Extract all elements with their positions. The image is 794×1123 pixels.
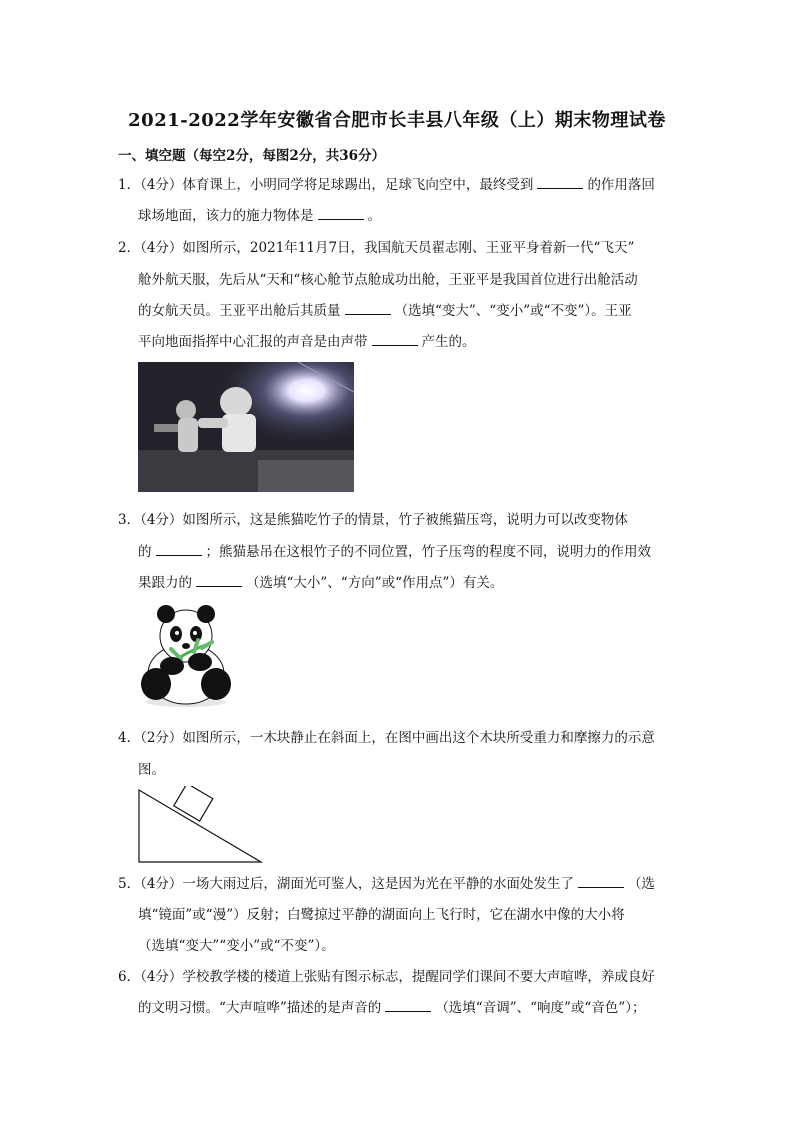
exam-title: 2021-2022学年安徽省合肥市长丰县八年级（上）期末物理试卷	[128, 110, 666, 131]
q3-line2	[138, 542, 651, 562]
q4-line2: 图。	[138, 762, 165, 778]
q3-blank1[interactable]	[156, 543, 202, 556]
q3-text-d: （选填“大小”、“方向”或“作用点”）有关。	[246, 575, 504, 591]
q2-line4	[138, 332, 476, 352]
q3-text-c: 果跟力的	[138, 575, 192, 591]
q5-text-a: 5．（4分）一场大雨过后，湖面光可鉴人，这是因为光在平静的水面处发生了	[118, 876, 574, 892]
q6-blank1[interactable]	[385, 999, 431, 1012]
q6-text-a: 的文明习惯。“大声喧哗”描述的是声音的	[138, 1000, 382, 1016]
q2-text-d: 产生的。	[421, 334, 476, 350]
q3-text-a: 的	[138, 544, 152, 560]
q1-line1	[118, 175, 655, 195]
q1-line2	[138, 206, 381, 226]
q6-text-b: （选填“音调”、“响度”或“音色”）；	[435, 1000, 646, 1016]
q6-line2	[138, 998, 645, 1018]
incline-diagram	[137, 786, 265, 866]
q2-blank2[interactable]	[372, 333, 418, 346]
q2-blank1[interactable]	[345, 302, 391, 315]
q3-blank2[interactable]	[196, 574, 242, 587]
q5-text-b: （选	[627, 876, 655, 892]
q3-line1: 3．（4分）如图所示，这是熊猫吃竹子的情景，竹子被熊猫压弯，说明力可以改变物体	[118, 512, 628, 528]
q1-text-d: 。	[367, 208, 381, 224]
q1-text-c: 球场地面，该力的施力物体是	[138, 208, 314, 224]
q2-text-b: （选填“变大”、“变小”或“不变”）。王亚	[394, 303, 632, 319]
q1-blank1[interactable]	[537, 176, 583, 189]
q3-line3	[138, 573, 503, 593]
q2-line3	[138, 301, 632, 321]
q2-text-c: 平向地面指挥中心汇报的声音是由声带	[138, 334, 368, 350]
q5-blank1[interactable]	[578, 875, 624, 888]
q1-blank2[interactable]	[318, 207, 364, 220]
astronaut-photo	[138, 362, 354, 492]
section-heading: 一、填空题（每空2分，每图2分，共36分）	[118, 148, 386, 164]
q5-line2: 填“镜面”或“漫”）反射；白鹭掠过平静的湖面向上飞行时，它在湖水中像的大小将	[138, 907, 625, 923]
q2-line1: 2．（4分）如图所示，2021年11月7日，我国航天员翟志刚、王亚平身着新一代“飞天”	[118, 240, 635, 256]
q5-line1	[118, 874, 655, 894]
wood-block	[174, 786, 213, 821]
panda-illustration	[136, 604, 236, 708]
q4-line1: 4．（2分）如图所示，一木块静止在斜面上，在图中画出这个木块所受重力和摩擦力的示意	[118, 730, 655, 746]
q1-text-b: 的作用落回	[587, 177, 655, 193]
q6-line1: 6．（4分）学校教学楼的楼道上张贴有图示标志，提醒同学们课间不要大声喧哗，养成良好	[118, 969, 655, 985]
q2-line2: 舱外航天服，先后从“天和“核心舱节点舱成功出舱，王亚平是我国首位进行出舱活动	[138, 272, 638, 288]
q3-text-b: ；熊猫悬吊在这根竹子的不同位置，竹子压弯的程度不同，说明力的作用效	[205, 544, 651, 560]
q2-text-a: 的女航天员。王亚平出舱后其质量	[138, 303, 341, 319]
q1-text-a: 1．（4分）体育课上，小明同学将足球踢出，足球飞向空中，最终受到	[118, 177, 534, 193]
q5-line3: （选填“变大”“变小”或“不变”）。	[138, 938, 335, 954]
